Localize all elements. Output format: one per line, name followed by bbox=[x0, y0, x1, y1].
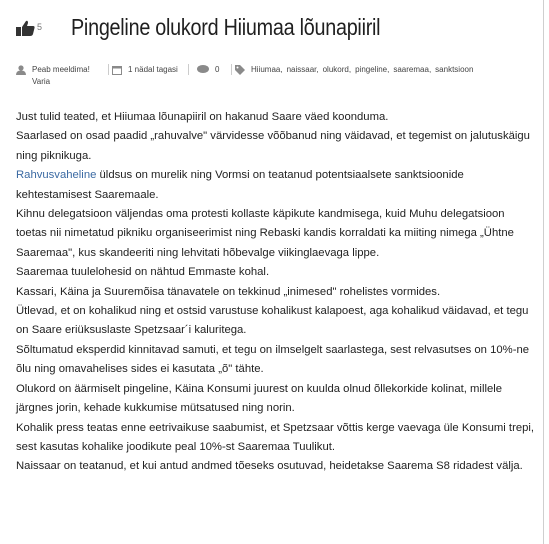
tag-link[interactable]: saaremaa , bbox=[393, 65, 431, 74]
article-meta bbox=[16, 64, 537, 88]
article-body bbox=[16, 108, 535, 477]
meta-separator bbox=[108, 64, 109, 75]
tag-link[interactable]: sanktsioon bbox=[435, 65, 474, 74]
paragraph: Saaremaa tuulelohesid on nähtud Emmaste kohal. bbox=[16, 266, 270, 279]
tag-link[interactable]: pingeline , bbox=[355, 65, 389, 74]
rahvusvaheline-link[interactable]: Rahvusvaheline bbox=[16, 169, 97, 182]
like-count: 5 bbox=[37, 22, 43, 32]
paragraph: Kassari, Käina ja Suuremõisa tänavatele on tekkinud „inimesed" rohelistes vormides. bbox=[16, 285, 441, 298]
meta-separator bbox=[231, 64, 232, 75]
user-icon bbox=[16, 65, 26, 75]
tag-link[interactable]: Hiiumaa , bbox=[251, 65, 283, 74]
author-name[interactable]: Peab meeldima! bbox=[32, 65, 90, 74]
comment-bubble-icon bbox=[197, 65, 209, 74]
content-frame-border bbox=[543, 0, 544, 544]
meta-date bbox=[112, 64, 178, 76]
paragraph: Saarlased on osad paadid „rahuvalve" värvidesse võõbanud ning väidavad, et tegemist on jalutuskäigu ning piknikuga. bbox=[16, 130, 530, 162]
meta-author[interactable] bbox=[16, 64, 90, 76]
paragraph: Kohalik press teatas enne eetrivaikuse saabumist, et Spetzsaar võttis kerge vaevaga üle Konsumi trepi, sest kasutas kohalike joodikute peal 10%-st Saaremaa Tuulikut. bbox=[16, 421, 535, 453]
paragraph: Kihnu delegatsioon väljendas oma protesti kollaste käpikute kandmisega, kuid Muhu delegatsioon toetas nii nimetatud pikniku organiseerimist ning Rebaski kandis korraldati ka miiting nimega „Ühtne Saaremaa", kus skandeeriti ning lehvitati hõbevalge viikinglaevaga lippe. bbox=[16, 208, 514, 259]
paragraph: Naissaar on teatanud, et kui antud andmed tõeseks osutuvad, heidetakse Saarema S8 ridadest välja. bbox=[16, 460, 523, 473]
meta-comments[interactable] bbox=[197, 64, 219, 76]
meta-separator bbox=[188, 64, 189, 75]
article-header bbox=[16, 12, 537, 48]
tag-icon bbox=[235, 65, 245, 75]
category-link[interactable]: Varia bbox=[32, 77, 51, 86]
calendar-icon bbox=[112, 65, 122, 75]
comment-count[interactable]: 0 bbox=[215, 65, 220, 74]
paragraph: Ütlevad, et on kohalikud ning et ostsid varustuse kohalikust kalapoest, aga kohalikud väidavad, et tegu on Saare eriüksuslaste Spetzsaar´i kaluritega. bbox=[16, 305, 529, 337]
paragraph: Sõltumatud eksperdid kinnitavad samuti, et tegu on ilmselgelt saarlastega, sest relvasutses on 10%-ne õlu ning omavahelises sides ei kasutata „õ" tähte. bbox=[16, 343, 530, 376]
paragraph-text: üldsus on murelik ning Vormsi on teatanud potentsiaalsete sanktsioonide kehtestamisest Saaremaale. bbox=[16, 169, 464, 201]
tag-link[interactable]: olukord , bbox=[323, 65, 351, 74]
meta-tags bbox=[235, 64, 477, 76]
paragraph: Just tulid teated, et Hiiumaa lõunapiiril on hakanud Saare väed koonduma. bbox=[16, 111, 389, 123]
like-button[interactable] bbox=[16, 20, 46, 42]
tag-link[interactable]: naissaar , bbox=[287, 65, 319, 74]
thumbs-up-icon bbox=[16, 20, 36, 36]
article-title: Pingeline olukord Hiiumaa lõunapiiril bbox=[71, 14, 381, 40]
paragraph: Olukord on äärmiselt pingeline, Käina Konsumi juurest on kuulda olnud õllekorkide kolinat, millele järgnes jorin, kehade kukkumise mütsatused ning norin. bbox=[16, 382, 503, 415]
paragraph bbox=[16, 166, 535, 205]
post-date: 1 nädal tagasi bbox=[128, 65, 178, 74]
